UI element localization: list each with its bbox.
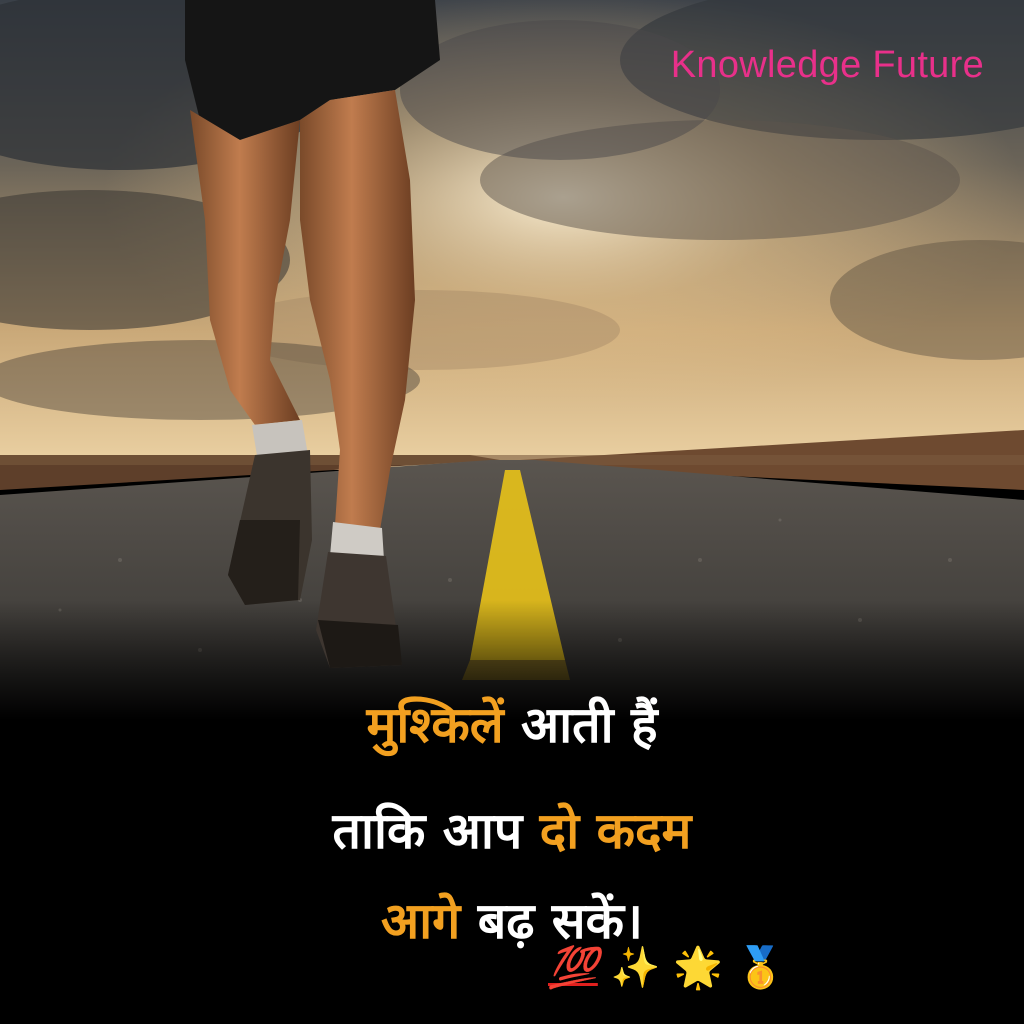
quote-line-3 <box>0 892 1024 950</box>
quote-line-3-highlight: आगे <box>381 892 461 950</box>
emoji-row <box>548 945 786 991</box>
quote-line-1-highlight: मुश्किलें <box>366 696 504 754</box>
quote-line-3-rest: बढ़ सकें। <box>460 892 643 950</box>
quote-line-2-highlight: दो कदम <box>539 802 692 860</box>
quote-line-2 <box>0 802 1024 860</box>
quote-line-1 <box>0 696 1024 754</box>
hundred-points-icon: 💯 <box>548 946 598 990</box>
gold-medal-icon: 🥇 <box>735 945 786 991</box>
glowing-star-icon: 🌟 <box>673 945 723 991</box>
quote-line-2-plain: ताकि आप <box>332 802 540 860</box>
brand-watermark: Knowledge Future <box>670 44 984 86</box>
quote-line-1-rest: आती हैं <box>503 696 658 754</box>
sparkles-icon: ✨ <box>610 945 661 991</box>
